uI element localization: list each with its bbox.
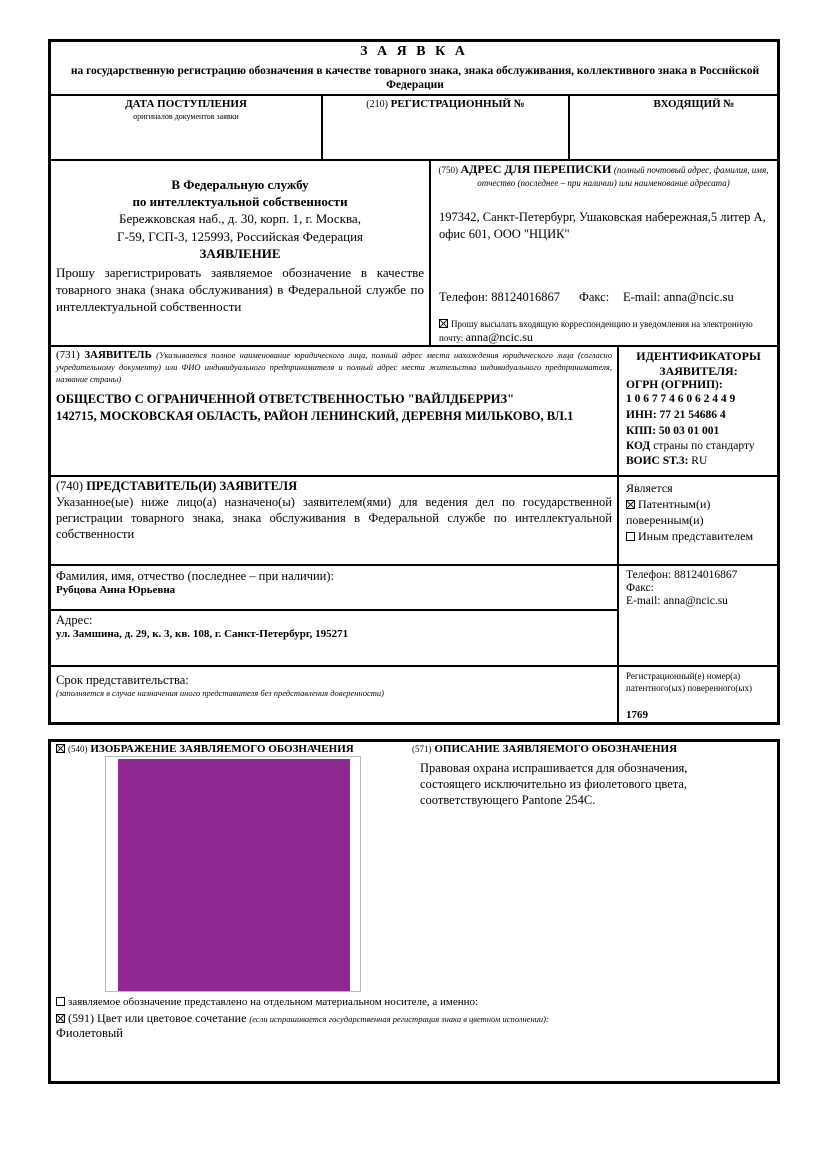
divider xyxy=(48,94,780,96)
electronic-correspondence-request xyxy=(439,318,771,345)
divider xyxy=(48,159,780,161)
separate-medium-label: заявляемое обозначение представлено на отдельном материальном носителе, а именно: xyxy=(68,996,479,1008)
correspondence-fax: Факс: xyxy=(579,290,610,304)
mark-description-text: Правовая охрана испрашивается для обозначения, состоящего исключительно из фиолетового цвета, соответствующего Pantone 254C. xyxy=(420,761,688,807)
representative-fax: Факс: xyxy=(626,582,654,594)
representative-contacts xyxy=(626,569,776,608)
representative-address-value: ул. Замшина, д. 29, к. 3, кв. 108, г. Санкт-Петербург, 195271 xyxy=(56,628,349,640)
correspondence-label: АДРЕС ДЛЯ ПЕРЕПИСКИ xyxy=(460,162,612,176)
representative-code: (740) xyxy=(56,479,84,493)
country-code-label xyxy=(626,440,755,453)
mark-description-header xyxy=(412,743,774,756)
checkbox-checked-icon[interactable] xyxy=(56,1014,65,1023)
identifiers-title-line1: ИДЕНТИФИКАТОРЫ xyxy=(636,349,761,363)
receipt-date-sublabel: оригиналов документов заявки xyxy=(133,112,239,121)
form-title: З А Я В К А xyxy=(360,44,468,59)
divider xyxy=(48,345,780,347)
applicant-address: 142715, МОСКОВСКАЯ ОБЛАСТЬ, РАЙОН ЛЕНИНСКИЙ, ДЕРЕВНЯ МИЛЬКОВО, ВЛ.1 xyxy=(56,409,574,423)
mark-image-code: (540) xyxy=(68,744,88,754)
attorney-reg-numbers-label: Регистрационный(е) номер(а) патентного(ых) поверенного(ых) xyxy=(626,671,752,693)
applicant-note: (Указывается полное наименование юридического лица, полный адрес места нахождения юридического лица (согласно учредительному документу) или ФИО индивидуального предпринимателя и полный адрес места жительства индивидуального предпринимателя, название страны) xyxy=(56,350,613,384)
statement-title: ЗАЯВЛЕНИЕ xyxy=(199,246,281,261)
representation-term-note: (заполняется в случае назначения иного представителя без представления доверенности) xyxy=(56,688,384,698)
mark-image-header xyxy=(56,743,416,756)
applicant-label: ЗАЯВИТЕЛЬ xyxy=(84,349,152,361)
receipt-date-label: ДАТА ПОСТУПЛЕНИЯ xyxy=(125,98,247,110)
checkbox-checked-icon[interactable] xyxy=(439,319,448,328)
identifiers-title-line2: ЗАЯВИТЕЛЯ: xyxy=(659,364,738,378)
divider xyxy=(48,475,780,477)
representative-email: E-mail: anna@ncic.su xyxy=(626,595,728,607)
option-patent-attorney-label: Патентным(и) поверенным(и) xyxy=(626,497,711,527)
color-label: Цвет или цветовое сочетание xyxy=(97,1011,247,1025)
applicant-code: (731) xyxy=(56,349,80,361)
registration-code: (210) xyxy=(366,99,388,110)
mark-description-code: (571) xyxy=(412,744,432,754)
divider xyxy=(429,159,431,346)
representative-is-label: Является xyxy=(626,481,673,495)
checkbox-checked-icon[interactable] xyxy=(626,500,635,509)
electronic-request-text: Прошу высылать входящую корреспонденцию и уведомления на электронную почту: xyxy=(439,319,753,343)
color-value: Фиолетовый xyxy=(56,1026,123,1040)
addressee-address-line1: Бережковская наб., д. 30, корп. 1, г. Москва, xyxy=(119,211,361,226)
applicant-name: ОБЩЕСТВО С ОГРАНИЧЕННОЙ ОТВЕТСТВЕННОСТЬЮ "ВАЙЛДБЕРРИЗ" xyxy=(56,392,515,406)
statement-text: Прошу зарегистрировать заявляемое обозначение в качестве товарного знака (знака обслуживания) в Федеральной службе по интеллектуальной собственности xyxy=(56,265,424,314)
correspondence-code: (750) xyxy=(438,165,458,175)
country-code-bold: КОД xyxy=(626,440,651,452)
country-standard xyxy=(626,455,707,468)
ogrn-label: ОГРН (ОГРНИП): xyxy=(626,379,723,391)
divider xyxy=(48,665,780,667)
correspondence-address: 197342, Санкт-Петербург, Ушаковская набережная,5 литер А, офис 601, ООО "НЦИК" xyxy=(439,210,766,241)
ogrn-value: 1 0 6 7 7 4 6 0 6 2 4 4 9 xyxy=(626,393,736,405)
registration-number-label xyxy=(323,98,568,111)
form-subtitle: на государственную регистрацию обозначения в качестве товарного знака, знака обслуживания, коллективного знака в Российской Федерации xyxy=(70,65,760,91)
divider xyxy=(48,609,619,611)
addressee-line1: В Федеральную службу xyxy=(171,177,309,192)
representative-text: Указанное(ые) ниже лицо(а) назначено(ы) заявителем(ями) для ведения дел по государственной регистрации товарного знака, знака обслуживания в Федеральной службе по интеллектуальной собственности xyxy=(56,495,612,541)
standard-label: ВОИС ST.3: xyxy=(626,455,689,467)
option-other-representative[interactable] xyxy=(626,528,774,544)
registration-label: РЕГИСТРАЦИОННЫЙ № xyxy=(390,98,525,110)
checkbox-checked-icon[interactable] xyxy=(56,744,65,753)
color-code: (591) xyxy=(68,1011,94,1025)
addressee-address-line2: Г-59, ГСП-3, 125993, Российская Федерация xyxy=(116,229,364,244)
color-note: (если испрашивается государственная регистрация знака в цветном исполнении): xyxy=(249,1014,549,1024)
representation-term-label: Срок представительства: xyxy=(56,673,189,687)
checkbox-unchecked-icon[interactable] xyxy=(626,532,635,541)
representative-label: ПРЕДСТАВИТЕЛЬ(И) ЗАЯВИТЕЛЯ xyxy=(86,479,298,493)
divider xyxy=(48,564,780,566)
country-value: RU xyxy=(691,455,708,467)
representative-address-label: Адрес: xyxy=(56,613,93,627)
color-option[interactable] xyxy=(56,1011,776,1026)
kpp-value: КПП: 50 03 01 001 xyxy=(626,425,720,437)
checkbox-unchecked-icon[interactable] xyxy=(56,997,65,1006)
separate-medium-option[interactable] xyxy=(56,996,776,1009)
mark-color-swatch xyxy=(118,759,350,991)
representative-header xyxy=(56,479,612,493)
mark-description-label: ОПИСАНИЕ ЗАЯВЛЯЕМОГО ОБОЗНАЧЕНИЯ xyxy=(434,743,678,755)
correspondence-phone: Телефон: 88124016867 xyxy=(439,290,561,304)
country-code-text: страны по стандарту xyxy=(653,440,755,452)
inn-value: ИНН: 77 21 54686 4 xyxy=(626,409,726,421)
addressee-line2: по интеллектуальной собственности xyxy=(132,194,348,209)
incoming-number-label: ВХОДЯЩИЙ № xyxy=(653,98,735,110)
mark-image-label: ИЗОБРАЖЕНИЕ ЗАЯВЛЯЕМОГО ОБОЗНАЧЕНИЯ xyxy=(90,743,354,755)
representative-fio-label: Фамилия, имя, отчество (последнее – при наличии): xyxy=(56,569,335,583)
option-patent-attorney[interactable] xyxy=(626,496,774,528)
option-other-representative-label: Иным представителем xyxy=(638,529,754,543)
applicant-header xyxy=(56,349,612,385)
representative-type xyxy=(626,480,774,544)
representative-fio-value: Рубцова Анна Юрьевна xyxy=(56,584,176,596)
correspondence-header xyxy=(436,163,771,190)
correspondence-email: E-mail: anna@ncic.su xyxy=(623,290,734,304)
correspondence-note: (полный почтовый адрес, фамилия, имя, отчество (последнее – при наличии) или наименование адресата) xyxy=(477,165,769,188)
electronic-request-email: anna@ncic.su xyxy=(465,330,533,344)
identifiers-title xyxy=(620,349,777,379)
attorney-reg-number: 1769 xyxy=(626,709,648,721)
representative-phone: Телефон: 88124016867 xyxy=(626,569,738,581)
